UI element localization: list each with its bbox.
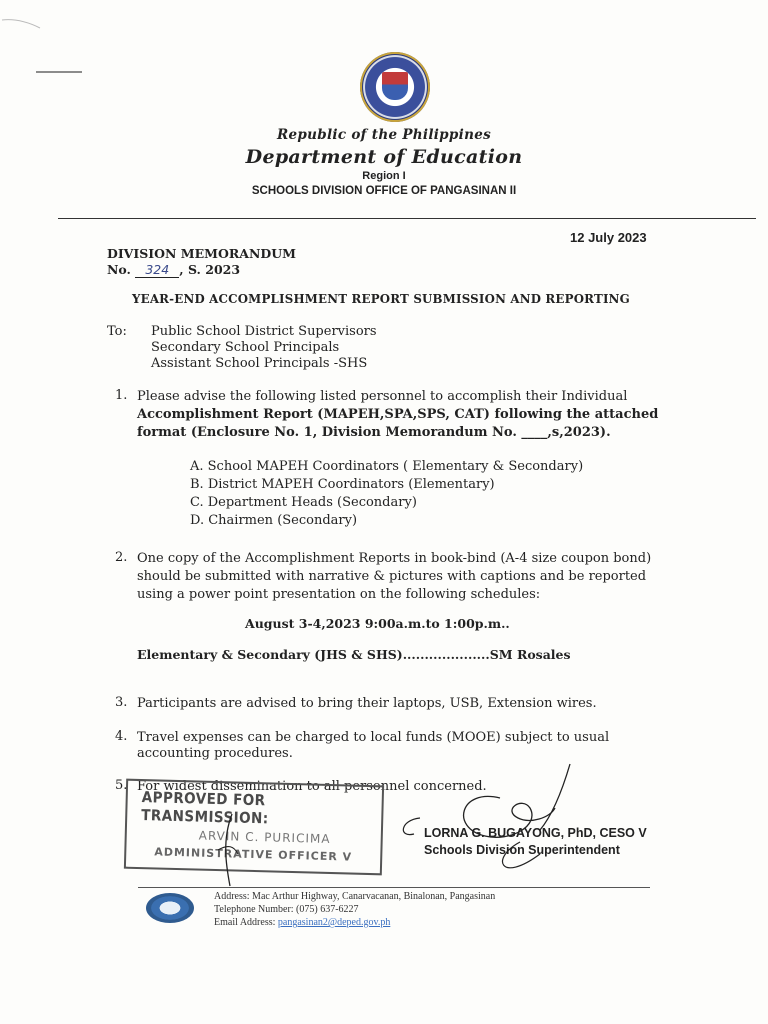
deped-seal-icon <box>360 52 430 122</box>
item-1-bold-line: Accomplishment Report (MAPEH,SPA,SPS, CAT) following the attached <box>137 407 659 422</box>
item-5-number: 5. <box>115 778 128 793</box>
item-4-line: Travel expenses can be charged to local funds (MOOE) subject to usual <box>137 730 610 745</box>
memo-series: , S. 2023 <box>179 262 241 277</box>
republic-line: Republic of the Philippines <box>277 127 491 143</box>
memo-number-prefix: No. <box>107 262 131 277</box>
item-2-line: One copy of the Accomplishment Reports in book-bind (A-4 size coupon bond) <box>137 551 652 566</box>
margin-marks <box>0 0 90 80</box>
memo-number <box>107 262 240 278</box>
item-3-text: Participants are advised to bring their laptops, USB, Extension wires. <box>137 696 597 711</box>
header-divider <box>58 218 756 219</box>
email-label: Email Address: <box>214 917 276 928</box>
list-item: C. Department Heads (Secondary) <box>190 495 417 510</box>
list-item: D. Chairmen (Secondary) <box>190 513 358 528</box>
recipient: Public School District Supervisors <box>151 324 377 339</box>
list-item: B. District MAPEH Coordinators (Elementary) <box>190 477 495 492</box>
region-line: Region I <box>362 170 406 182</box>
stamp-title: APPROVED FOR TRANSMISSION: <box>141 788 269 828</box>
item-1-number: 1. <box>115 388 128 403</box>
memo-subject: YEAR-END ACCOMPLISHMENT REPORT SUBMISSION AND REPORTING <box>132 292 630 306</box>
signatory-title: Schools Division Superintendent <box>424 843 620 857</box>
item-3-number: 3. <box>115 695 128 710</box>
memo-number-value: 324 <box>135 262 179 278</box>
item-2-number: 2. <box>115 550 128 565</box>
recipient: Assistant School Principals -SHS <box>151 356 368 371</box>
signatory-name: LORNA G. BUGAYONG, PhD, CESO V <box>424 826 647 840</box>
list-item: A. School MAPEH Coordinators ( Elementary & Secondary) <box>190 459 584 474</box>
memo-type: DIVISION MEMORANDUM <box>107 246 296 261</box>
item-2-line: should be submitted with narrative & pictures with captions and be reported <box>137 569 647 584</box>
item-4-line: accounting procedures. <box>137 746 293 761</box>
item-5-text: For widest dissemination to all personnel concerned. <box>137 779 487 794</box>
footer-divider <box>138 887 650 888</box>
stamp-name: ARVIN C. PURICIMA <box>198 828 331 847</box>
schedule: August 3-4,2023 9:00a.m.to 1:00p.m.. <box>245 616 510 631</box>
footer-email <box>214 917 390 928</box>
recipient: Secondary School Principals <box>151 340 340 355</box>
item-2-line: using a power point presentation on the following schedules: <box>137 587 541 602</box>
approval-stamp <box>124 779 384 876</box>
to-label: To: <box>107 324 127 339</box>
footer-address: Address: Mac Arthur Highway, Canarvacanan, Binalonan, Pangasinan <box>214 891 496 902</box>
item-1-bold-line: format (Enclosure No. 1, Division Memorandum No. ____,s,2023). <box>137 425 611 440</box>
office-line: SCHOOLS DIVISION OFFICE OF PANGASINAN II <box>251 185 517 197</box>
department-name: Department of Education <box>245 146 523 168</box>
stamp-role: ADMINISTRATIVE OFFICER V <box>154 845 353 864</box>
email-link[interactable]: pangasinan2@deped.gov.ph <box>277 917 391 928</box>
sdo-logo-icon <box>146 893 194 923</box>
item-1-text: Please advise the following listed personnel to accomplish their Individual <box>137 389 628 404</box>
memo-date: 12 July 2023 <box>570 230 647 245</box>
venue: Elementary & Secondary (JHS & SHS)....................SM Rosales <box>137 647 571 662</box>
item-4-number: 4. <box>115 729 128 744</box>
footer-telephone: Telephone Number: (075) 637-6227 <box>214 904 359 915</box>
